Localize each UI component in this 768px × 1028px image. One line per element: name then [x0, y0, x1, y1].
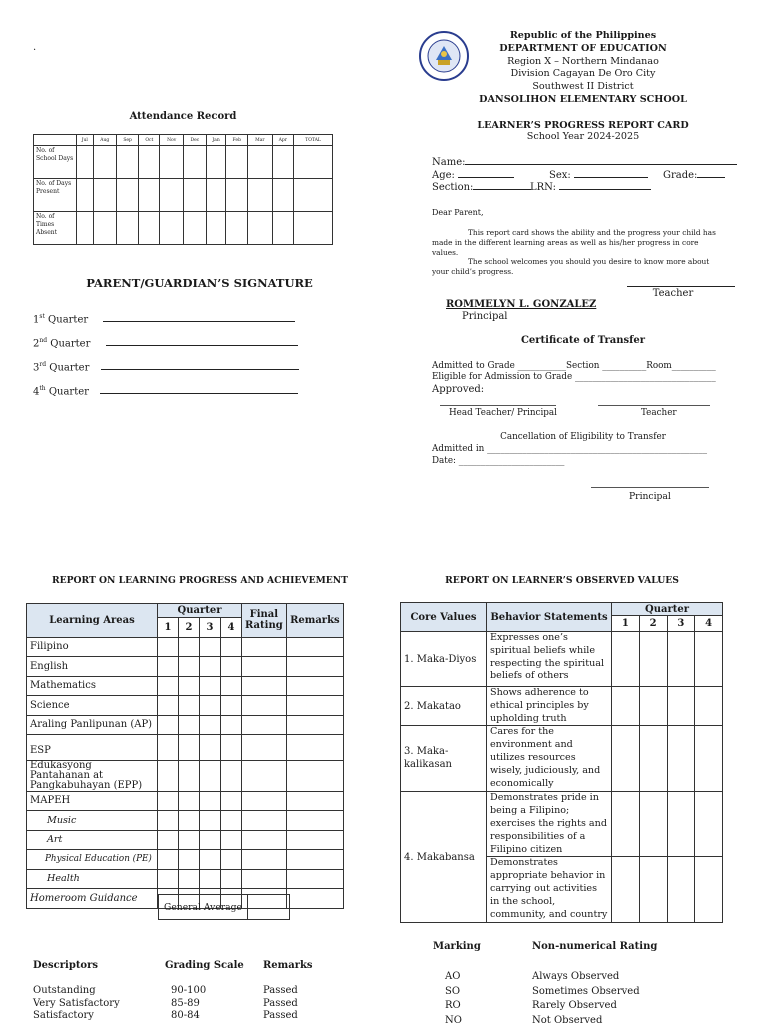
core-value: 1. Maka-Diyos [401, 632, 487, 687]
table-row [27, 676, 344, 696]
grading-scale: 80-84 [171, 1010, 200, 1022]
descriptor-list [33, 985, 120, 1023]
learning-title: REPORT ON LEARNING PROGRESS AND ACHIEVEMENT [52, 575, 348, 586]
marking-list [445, 970, 462, 1028]
sex-field: Sex: [549, 170, 648, 181]
core-values-header: Core Values [401, 603, 487, 632]
values-q2-header: 2 [639, 616, 667, 632]
subject-name: Homeroom Guidance [27, 889, 158, 909]
letter-paragraph-1: This report card shows the ability and the progress your child has made in the different learning areas as well as his/her progress in core values. [432, 228, 716, 257]
q2-header: 2 [179, 618, 200, 638]
final-rating-header: Final Rating [242, 604, 287, 638]
marking-code: SO [445, 985, 461, 997]
marking-code: RO [445, 1000, 461, 1012]
values-title: REPORT ON LEARNER’S OBSERVED VALUES [445, 575, 679, 586]
subject-name: Mathematics [27, 676, 158, 696]
core-value: 2. Makatao [401, 687, 487, 726]
table-row [27, 715, 344, 735]
region-line: Region X – Northern Mindanao [507, 55, 659, 67]
teacher-signature-line [627, 286, 735, 287]
scale-list [171, 985, 206, 1023]
non-numerical-rating-header: Non-numerical Rating [532, 941, 658, 952]
head-teacher-label: Head Teacher/ Principal [449, 408, 557, 418]
behavior-statement: Demonstrates pride in being a Filipino; exercises the rights and responsibilities of a Filipino citizen [487, 792, 612, 857]
core-value: 4. Makabansa [401, 792, 487, 923]
marking-code: AO [445, 971, 461, 982]
transfer-principal-label: Principal [629, 491, 671, 502]
subject-name: Music [27, 811, 158, 831]
behavior-statement: Demonstrates appropriate behavior in carrying out activities in the school, community, and country [487, 857, 612, 923]
core-value: 3. Maka-kalikasan [401, 726, 487, 792]
school-name: DANSOLIHON ELEMENTARY SCHOOL [479, 93, 687, 105]
republic-line: Republic of the Philippines [509, 30, 657, 41]
transfer-date: Date: ________________________ [432, 456, 565, 466]
descriptor-name: Outstanding [33, 985, 96, 996]
subject-name: Araling Panlipunan (AP) [27, 715, 158, 735]
table-row [27, 657, 344, 677]
behavior-statements-header: Behavior Statements [487, 603, 612, 632]
section-field: Section: [432, 182, 531, 193]
subject-name: English [27, 657, 158, 677]
department-line: DEPARTMENT OF EDUCATION [499, 42, 667, 54]
q3-header: 3 [200, 618, 221, 638]
month-header: Jul [77, 135, 94, 146]
rating-list [532, 970, 640, 1028]
lrn-field: LRN: [530, 182, 651, 193]
quarter-signature-row: 4th Quarter [33, 385, 298, 397]
learning-table [26, 603, 344, 909]
card-title: LEARNER’S PROGRESS REPORT CARD [477, 120, 689, 131]
month-header: Mar [248, 135, 272, 146]
signature-line[interactable] [103, 321, 295, 322]
principal-label: Principal [462, 311, 508, 322]
age-field: Age: [432, 170, 514, 181]
signature-line[interactable] [106, 345, 298, 346]
name-line[interactable] [465, 164, 737, 165]
admitted-in: Admitted in __________________________________________________ [432, 444, 708, 454]
descriptor-remark: Passed [263, 985, 298, 996]
subject-name: Science [27, 696, 158, 716]
cancellation-title: Cancellation of Eligibility to Transfer [500, 432, 666, 442]
marking-header: Marking [433, 941, 481, 952]
table-row [27, 869, 344, 889]
month-header: TOTAL [294, 135, 333, 146]
school-year: School Year 2024-2025 [526, 131, 640, 142]
rating-label: Sometimes Observed [532, 985, 640, 997]
principal-signature-line [591, 487, 709, 488]
grade-field: Grade: [663, 170, 725, 181]
quarter-signature-row: 1st Quarter [33, 313, 295, 325]
learning-areas-header: Learning Areas [27, 604, 158, 638]
values-q4-header: 4 [695, 616, 723, 632]
grade-line[interactable] [697, 177, 725, 178]
table-row [27, 760, 344, 791]
transfer-title: Certificate of Transfer [520, 335, 646, 346]
subject-name: Health [27, 869, 158, 889]
month-header: Dec [184, 135, 207, 146]
subject-name: MAPEH [27, 791, 158, 811]
descriptors-header: Descriptors [33, 960, 98, 971]
dot-mark: . [33, 42, 37, 53]
division-line: Division Cagayan De Oro City [510, 68, 656, 80]
q4-header: 4 [221, 618, 242, 638]
attendance-row-label: No. of School Days [34, 146, 77, 179]
month-header: Aug [93, 135, 116, 146]
sex-line[interactable] [574, 177, 648, 178]
general-average-table [158, 894, 290, 920]
subject-name: ESP [27, 735, 158, 761]
month-header: Oct [139, 135, 160, 146]
table-row [27, 735, 344, 761]
behavior-statement: Expresses one’s spiritual beliefs while respecting the spiritual beliefs of others [487, 632, 612, 687]
grading-scale: 90-100 [171, 985, 207, 996]
quarter-signature-row: 3rd Quarter [33, 361, 299, 373]
table-row [27, 830, 344, 850]
subject-name: Filipino [27, 637, 158, 657]
parent-signature-title: PARENT/GUARDIAN’S SIGNATURE [86, 276, 313, 290]
attendance-row-label: No. of Days Present [34, 179, 77, 212]
letter-paragraph-2: The school welcomes you should you desire to know more about your child’s progress. [432, 257, 710, 276]
grading-scale-header: Grading Scale [165, 960, 244, 971]
attendance-title: Attendance Record [129, 111, 237, 122]
attendance-table [33, 134, 333, 245]
remarks-header: Remarks [286, 604, 343, 638]
behavior-statement: Shows adherence to ethical principles by upholding truth [487, 687, 612, 726]
eligible-for-admission: Eligible for Admission to Grade ________________________________ [432, 372, 716, 382]
rating-label: Rarely Observed [532, 1000, 617, 1012]
remarks-list [263, 985, 298, 1023]
name-field: Name: [432, 157, 737, 168]
grading-scale: 85-89 [171, 997, 200, 1009]
descriptor-remark: Passed [263, 997, 298, 1009]
month-header: Nov [160, 135, 184, 146]
table-row [401, 632, 723, 687]
age-line[interactable] [458, 177, 514, 178]
month-header: Feb [226, 135, 248, 146]
subject-name: Edukasyong Pantahanan at Pangkabuhayan (EPP) [27, 760, 158, 791]
descriptor-name: Very Satisfactory [33, 997, 120, 1009]
signature-line[interactable] [100, 393, 298, 394]
head-teacher-line [440, 405, 556, 406]
transfer-teacher-label: Teacher [641, 408, 677, 418]
school-header [410, 30, 756, 107]
table-row [27, 791, 344, 811]
district-line: Southwest II District [532, 81, 634, 93]
marking-code: NO [445, 1014, 462, 1026]
behavior-statement: Cares for the environment and utilizes resources wisely, judiciously, and economically [487, 726, 612, 792]
table-row [401, 726, 723, 792]
values-q1-header: 1 [612, 616, 640, 632]
signature-line[interactable] [101, 369, 299, 370]
transfer-teacher-line [598, 405, 710, 406]
month-header: Jan [206, 135, 226, 146]
values-q3-header: 3 [667, 616, 695, 632]
principal-name: ROMMELYN L. GONZALEZ [446, 299, 597, 310]
section-line[interactable] [473, 189, 531, 190]
subject-name: Art [27, 830, 158, 850]
salutation: Dear Parent, [432, 208, 484, 217]
table-row [27, 811, 344, 831]
q1-header: 1 [158, 618, 179, 638]
rating-label: Not Observed [532, 1014, 603, 1026]
approved-label: Approved: [432, 384, 485, 395]
values-table [400, 602, 723, 923]
month-header: Sep [116, 135, 138, 146]
general-average-value[interactable] [248, 895, 290, 920]
descriptor-remark: Passed [263, 1010, 298, 1022]
quarter-signature-row: 2nd Quarter [33, 337, 298, 349]
general-average-label: General Average [159, 895, 248, 920]
attendance-row-label: No. of Times Absent [34, 212, 77, 245]
table-row [401, 792, 723, 857]
teacher-label: Teacher [652, 288, 694, 299]
table-row [27, 637, 344, 657]
descriptor-name: Satisfactory [33, 1010, 94, 1022]
month-header: Apr [272, 135, 294, 146]
table-row [27, 696, 344, 716]
quarter-header: Quarter [158, 604, 242, 618]
subject-name: Physical Education (PE) [27, 850, 158, 870]
values-quarter-header: Quarter [612, 603, 723, 616]
lrn-line[interactable] [559, 189, 651, 190]
admitted-to-grade: Admitted to Grade ___________Section __________Room__________ [432, 361, 716, 371]
descriptor-remarks-header: Remarks [263, 960, 313, 971]
rating-label: Always Observed [532, 971, 620, 982]
table-row [401, 687, 723, 726]
table-row [27, 850, 344, 870]
